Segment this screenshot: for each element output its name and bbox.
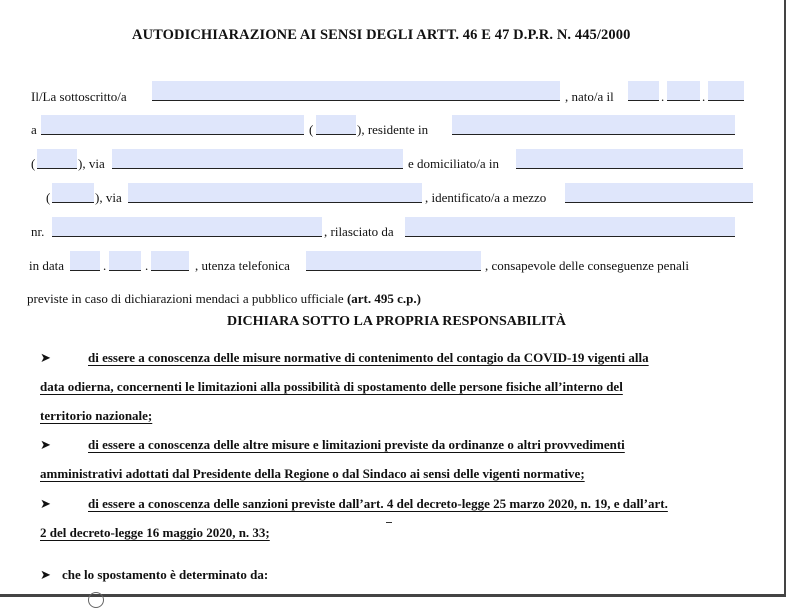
stray-mark bbox=[386, 522, 392, 523]
bullet-1-line-1: di essere a conoscenza delle misure normative di contenimento del contagio da COVID-19 vigenti alla bbox=[88, 350, 649, 365]
dot-separator: . bbox=[145, 258, 149, 273]
comune-domicilio-field[interactable] bbox=[516, 149, 743, 169]
nome-cognome-field[interactable] bbox=[152, 81, 560, 101]
section-heading: DICHIARA SOTTO LA PROPRIA RESPONSABILITÀ bbox=[227, 314, 566, 329]
dot-separator: . bbox=[661, 89, 665, 104]
provincia-domicilio-field[interactable] bbox=[52, 183, 94, 203]
label-nato: , nato/a il bbox=[565, 89, 614, 104]
label-via: ), via bbox=[78, 156, 105, 171]
paren-open: ( bbox=[309, 122, 314, 137]
label-identificato: , identificato/a a mezzo bbox=[425, 190, 547, 205]
via-residenza-field[interactable] bbox=[112, 149, 403, 169]
bullet-1-line-3: territorio nazionale; bbox=[40, 408, 153, 423]
label-rilasciato: , rilasciato da bbox=[324, 224, 394, 239]
arrow-bullet-icon: ➤ bbox=[40, 567, 51, 582]
arrow-bullet-icon: ➤ bbox=[40, 350, 51, 365]
documento-numero-field[interactable] bbox=[52, 217, 322, 237]
nascita-giorno-field[interactable] bbox=[628, 81, 659, 101]
rilascio-mese-field[interactable] bbox=[109, 251, 141, 271]
arrow-bullet-icon: ➤ bbox=[40, 496, 51, 511]
rilascio-anno-field[interactable] bbox=[151, 251, 189, 271]
label-nr: nr. bbox=[31, 224, 45, 239]
comune-residenza-field[interactable] bbox=[452, 115, 735, 135]
label-in-data: in data bbox=[29, 258, 65, 273]
document-title: AUTODICHIARAZIONE AI SENSI DEGLI ARTT. 46 E 47 D.P.R. N. 445/2000 bbox=[132, 27, 631, 43]
text-art-495: (art. 495 c.p.) bbox=[346, 291, 421, 306]
provincia-residenza-field[interactable] bbox=[37, 149, 77, 169]
bullet-2-line-1: di essere a conoscenza delle altre misure e limitazioni previste da ordinanze o altri provvedimenti bbox=[88, 437, 625, 452]
rilascio-giorno-field[interactable] bbox=[70, 251, 100, 271]
label-a: a bbox=[31, 122, 37, 137]
text-previste-main: previste in caso di dichiarazioni mendaci a pubblico ufficiale bbox=[27, 291, 344, 306]
label-consapevole: , consapevole delle conseguenze penali bbox=[485, 258, 689, 273]
bullet-3-line-2: 2 del decreto-legge 16 maggio 2020, n. 33; bbox=[40, 525, 270, 540]
arrow-bullet-icon: ➤ bbox=[40, 437, 51, 452]
dot-separator: . bbox=[103, 258, 107, 273]
label-sottoscritto: Il/La sottoscritto/a bbox=[31, 89, 127, 104]
documento-tipo-field[interactable] bbox=[565, 183, 753, 203]
via-domicilio-field[interactable] bbox=[128, 183, 422, 203]
nascita-mese-field[interactable] bbox=[667, 81, 700, 101]
documento-ente-field[interactable] bbox=[405, 217, 735, 237]
nascita-anno-field[interactable] bbox=[708, 81, 744, 101]
telefono-field[interactable] bbox=[306, 251, 481, 271]
bullet-3-line-1: di essere a conoscenza delle sanzioni previste dall’art. 4 del decreto-legge 25 marzo 2020, n. 19, e dall’art. bbox=[88, 496, 668, 511]
dot-separator: . bbox=[702, 89, 706, 104]
label-residente: ), residente in bbox=[357, 122, 429, 137]
text-spostamento: che lo spostamento è determinato da: bbox=[62, 567, 269, 582]
paren-open: ( bbox=[31, 156, 36, 171]
label-domiciliato: e domiciliato/a in bbox=[408, 156, 499, 171]
luogo-nascita-field[interactable] bbox=[41, 115, 304, 135]
paren-open: ( bbox=[46, 190, 51, 205]
radio-option[interactable] bbox=[88, 592, 104, 608]
provincia-nascita-field[interactable] bbox=[316, 115, 356, 135]
label-utenza: , utenza telefonica bbox=[195, 258, 290, 273]
text-previste bbox=[27, 291, 421, 307]
bullet-2-line-2: amministrativi adottati dal Presidente della Regione o dal Sindaco ai sensi delle vigenti normative; bbox=[40, 466, 585, 481]
bullet-1-line-2: data odierna, concernenti le limitazioni alla possibilità di spostamento delle persone fisiche all’interno del bbox=[40, 379, 623, 394]
label-via: ), via bbox=[95, 190, 122, 205]
